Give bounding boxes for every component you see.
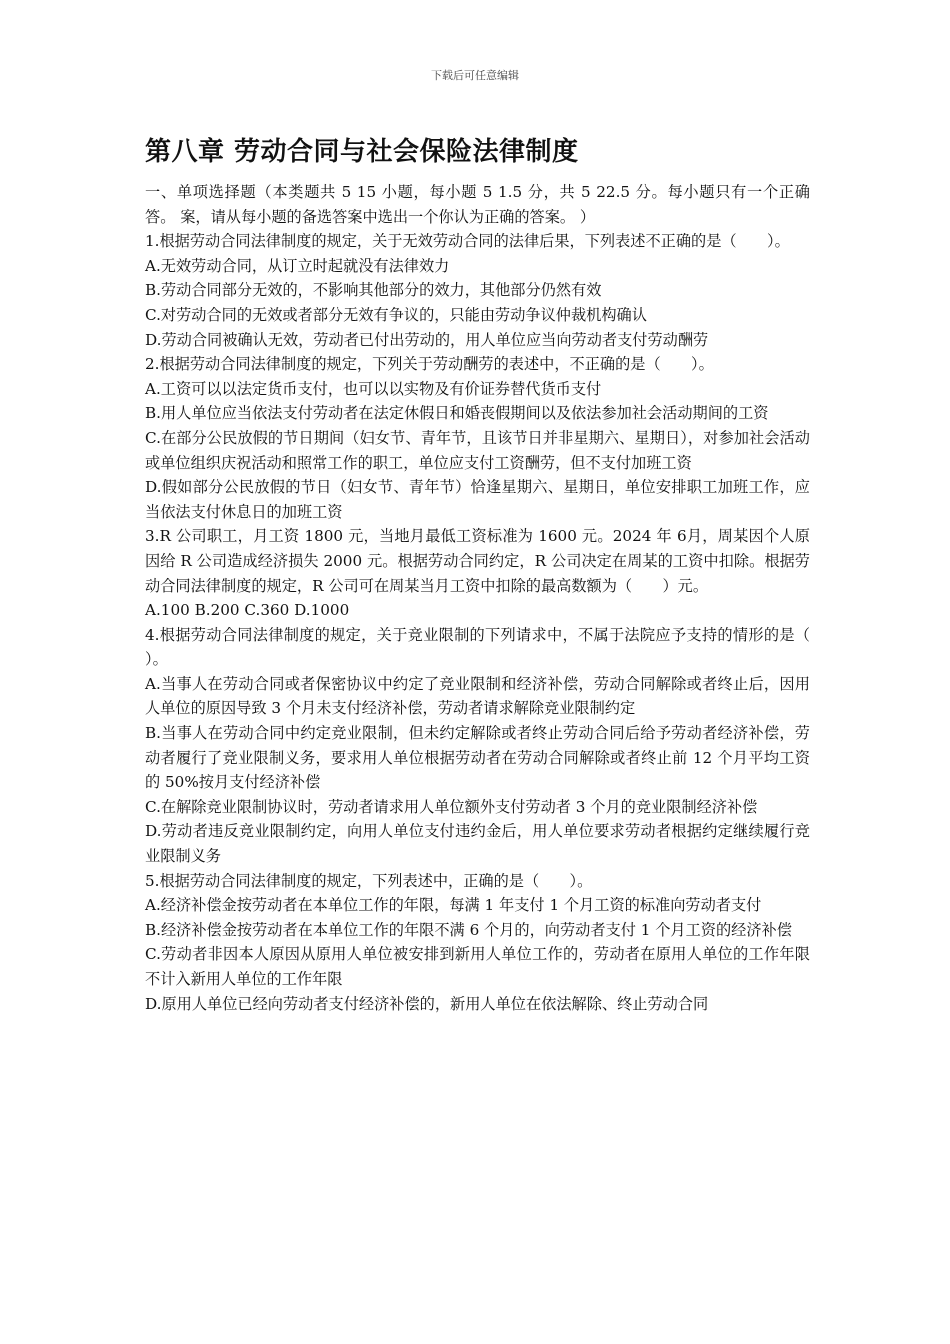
- question-4-option-b: B.当事人在劳动合同中约定竞业限制，但未约定解除或者终止劳动合同后给予劳动者经济补偿，劳动者履行了竞业限制义务，要求用人单位根据劳动者在劳动合同解除或者终止前 12 个月平均工资的 50%按月支付经济补偿: [145, 724, 810, 792]
- chapter-title: 第八章 劳动合同与社会保险法律制度: [145, 137, 579, 167]
- question-1: 1.根据劳动合同法律制度的规定，关于无效劳动合同的法律后果，下列表述不正确的是（ ）。: [145, 232, 790, 251]
- question-1-option-d: D.劳动合同被确认无效，劳动者已付出劳动的，用人单位应当向劳动者支付劳动酬劳: [145, 330, 709, 349]
- question-4: 4.根据劳动合同法律制度的规定，关于竞业限制的下列请求中，不属于法院应予支持的情形的是（ ）。: [145, 625, 841, 669]
- question-5-option-c: C.劳动者非因本人原因从原用人单位被安排到新用人单位工作的，劳动者在原用人单位的工作年限不计入新用人单位的工作年限: [145, 945, 810, 988]
- question-5-option-b: B.经济补偿金按劳动者在本单位工作的年限不满 6 个月的，向劳动者支付 1 个月工资的经济补偿: [145, 920, 792, 939]
- question-5: 5.根据劳动合同法律制度的规定，下列表述中，正确的是（ ）。: [145, 871, 593, 890]
- question-2-option-b: B.用人单位应当依法支付劳动者在法定休假日和婚丧假期间以及依法参加社会活动期间的工资: [145, 404, 769, 423]
- question-2-option-a: A.工资可以以法定货币支付，也可以以实物及有价证券替代货币支付: [145, 379, 602, 398]
- page-header: 下载后可任意编辑: [431, 69, 519, 82]
- question-5-option-a: A.经济补偿金按劳动者在本单位工作的年限，每满 1 年支付 1 个月工资的标准向劳动者支付: [145, 896, 762, 915]
- question-2-option-d: D.假如部分公民放假的节日（妇女节、青年节）恰逢星期六、星期日，单位安排职工加班工作，应当依法支付休息日的加班工资: [145, 478, 810, 521]
- question-5-option-d: D.原用人单位已经向劳动者支付经济补偿的，新用人单位在依法解除、终止劳动合同: [145, 994, 709, 1013]
- question-1-option-c: C.对劳动合同的无效或者部分无效有争议的，只能由劳动争议仲裁机构确认: [145, 305, 647, 324]
- question-3-options: A.100 B.200 C.360 D.1000: [145, 601, 350, 620]
- question-2: 2.根据劳动合同法律制度的规定，下列关于劳动酬劳的表述中，不正确的是（ ）。: [145, 355, 714, 374]
- question-2-option-c: C.在部分公民放假的节日期间（妇女节、青年节，且该节日并非星期六、星期日），对参加社会活动或单位组织庆祝活动和照常工作的职工，单位应支付工资酬劳，但不支付加班工资: [145, 428, 810, 472]
- question-3: 3.R 公司职工，月工资 1800 元，当地月最低工资标准为 1600 元。2024 年 6月，周某因个人原因给 R 公司造成经济损失 2000 元。根据劳动合同约定，R 公司决定在周某的工资中扣除。根据劳动合同法律制度的规定，R 公司可在周某当月工资中扣除的最高数额为（ ）元。: [145, 527, 810, 595]
- section-intro: 一、单项选择题（本类题共 5 15 小题，每小题 5 1.5 分，共 5 22.5 分。每小题只有一个正确答。 案，请从每小题的备选答案中选出一个你认为正确的答案。 ）: [145, 183, 810, 226]
- question-4-option-a: A.当事人在劳动合同或者保密协议中约定了竞业限制和经济补偿，劳动合同解除或者终止后，因用人单位的原因导致 3 个月未支付经济补偿，劳动者请求解除竞业限制约定: [145, 674, 810, 718]
- question-1-option-b: B.劳动合同部分无效的，不影响其他部分的效力，其他部分仍然有效: [145, 281, 602, 300]
- question-4-option-c: C.在解除竞业限制协议时，劳动者请求用人单位额外支付劳动者 3 个月的竞业限制经济补偿: [145, 797, 758, 816]
- document-body: [145, 132, 841, 1016]
- question-4-option-d: D.劳动者违反竞业限制约定，向用人单位支付违约金后，用人单位要求劳动者根据约定继续履行竞业限制义务: [145, 822, 810, 866]
- question-1-option-a: A.无效劳动合同，从订立时起就没有法律效力: [145, 256, 450, 275]
